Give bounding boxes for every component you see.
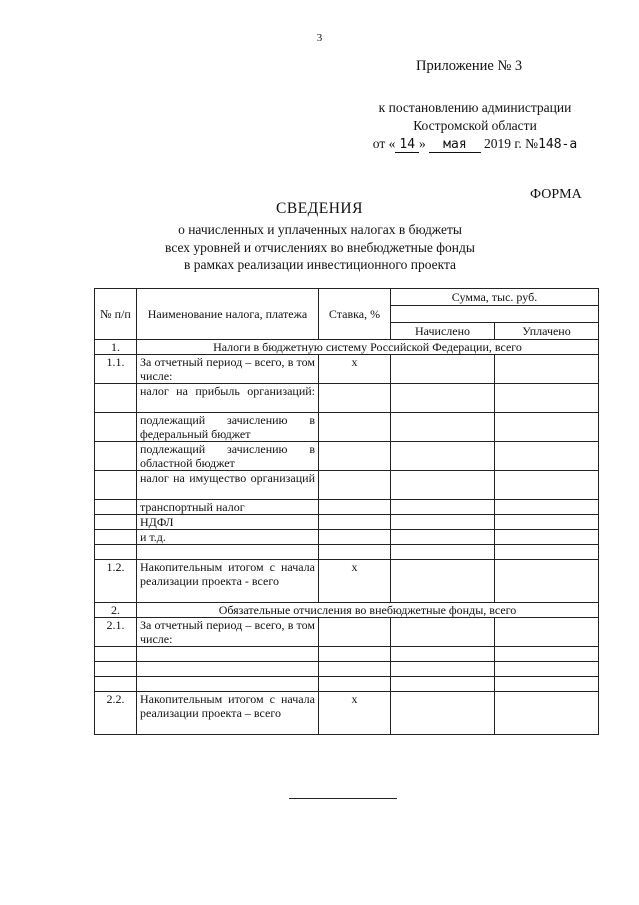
cell-accrued [391, 618, 495, 647]
row-1-2-rate: х [319, 560, 391, 603]
cell-paid [495, 442, 599, 471]
row-2-2-rate: х [319, 692, 391, 735]
cell-paid [495, 384, 599, 413]
cell-accrued [391, 692, 495, 735]
table-row [95, 384, 599, 413]
row-1-1-num: 1.1. [95, 355, 137, 384]
approval-day: 14 [395, 137, 419, 153]
document-subtitle [120, 221, 520, 274]
cell-paid [495, 515, 599, 530]
table-row [95, 355, 599, 384]
cell-accrued [391, 500, 495, 515]
approval-date-line [330, 135, 620, 154]
header-blank-cell [391, 306, 599, 323]
cell-rate [319, 442, 391, 471]
row-ndfl-name: НДФЛ [137, 515, 319, 530]
table-row [95, 442, 599, 471]
row-2-1-num: 2.1. [95, 618, 137, 647]
cell-paid [495, 413, 599, 442]
row-property-name: налог на имущество организаций [137, 471, 319, 500]
closing-rule [289, 798, 397, 799]
table-row-empty [95, 647, 599, 662]
cell-accrued [391, 384, 495, 413]
subtitle-line-1: о начисленных и уплаченных налогах в бюджеты [178, 222, 462, 237]
table-row-empty [95, 545, 599, 560]
header-accrued: Начислено [391, 323, 495, 340]
table-row [95, 500, 599, 515]
approval-mid: » [419, 136, 426, 151]
cell-paid [495, 471, 599, 500]
cell-rate [319, 515, 391, 530]
cell-rate [319, 500, 391, 515]
cell-num [95, 471, 137, 500]
tax-table [94, 288, 599, 735]
header-row-1 [95, 289, 599, 306]
cell-rate [319, 384, 391, 413]
row-1-1-name: За отчетный период – всего, в том числе: [137, 355, 319, 384]
row-regional-name: подлежащий зачислению в областной бюджет [137, 442, 319, 471]
table-row [95, 413, 599, 442]
cell-paid [495, 692, 599, 735]
cell-num [95, 442, 137, 471]
cell-rate [319, 618, 391, 647]
cell-paid [495, 500, 599, 515]
subtitle-line-3: в рамках реализации инвестиционного проекта [183, 257, 457, 272]
section-2-num: 2. [95, 603, 137, 618]
cell-paid [495, 618, 599, 647]
cell-rate [319, 530, 391, 545]
table-row [95, 692, 599, 735]
row-etc-name: и т.д. [137, 530, 319, 545]
table-row [95, 618, 599, 647]
approval-block [330, 99, 620, 154]
table-row-empty [95, 662, 599, 677]
row-2-2-name: Накопительным итогом с начала реализации проекта – всего [137, 692, 319, 735]
cell-num [95, 413, 137, 442]
cell-accrued [391, 442, 495, 471]
row-profit-name: налог на прибыль организаций: [137, 384, 319, 413]
header-num: № п/п [95, 289, 137, 340]
cell-accrued [391, 471, 495, 500]
row-federal-name: подлежащий зачислению в федеральный бюджет [137, 413, 319, 442]
approval-line-1: к постановлению администрации [378, 100, 572, 115]
document-title: СВЕДЕНИЯ [276, 200, 363, 217]
cell-accrued [391, 413, 495, 442]
row-2-2-num: 2.2. [95, 692, 137, 735]
cell-accrued [391, 515, 495, 530]
approval-number: 148-а [538, 137, 578, 152]
row-1-2-name: Накопительным итогом с начала реализации проекта - всего [137, 560, 319, 603]
cell-rate [319, 413, 391, 442]
row-1-1-rate: х [319, 355, 391, 384]
section-1-num: 1. [95, 340, 137, 355]
approval-prefix: от « [372, 136, 396, 151]
section-2-row [95, 603, 599, 618]
cell-paid [495, 530, 599, 545]
subtitle-line-2: всех уровней и отчислениях во внебюджетные фонды [165, 239, 475, 255]
section-2-title: Обязательные отчисления во внебюджетные фонды, всего [137, 603, 599, 618]
cell-paid [495, 355, 599, 384]
section-1-title: Налоги в бюджетную систему Российской Федерации, всего [137, 340, 599, 355]
cell-rate [319, 471, 391, 500]
cell-paid [495, 560, 599, 603]
cell-num [95, 530, 137, 545]
cell-accrued [391, 530, 495, 545]
table-row [95, 471, 599, 500]
approval-month: мая [429, 137, 480, 153]
table-row [95, 530, 599, 545]
header-name: Наименование налога, платежа [137, 289, 319, 340]
header-paid: Уплачено [495, 323, 599, 340]
cell-num [95, 384, 137, 413]
cell-num [95, 500, 137, 515]
header-sum: Сумма, тыс. руб. [391, 289, 599, 306]
header-rate: Ставка, % [319, 289, 391, 340]
approval-year: 2019 г. № [484, 136, 539, 151]
row-1-2-num: 1.2. [95, 560, 137, 603]
table-row [95, 560, 599, 603]
form-label: ФОРМА [530, 187, 582, 202]
row-2-1-name: За отчетный период – всего, в том числе: [137, 618, 319, 647]
cell-accrued [391, 560, 495, 603]
appendix-label: Приложение № 3 [416, 58, 523, 74]
cell-accrued [391, 355, 495, 384]
approval-line-2: Костромской области [413, 118, 537, 133]
row-transport-name: транспортный налог [137, 500, 319, 515]
cell-num [95, 515, 137, 530]
table-row [95, 515, 599, 530]
section-1-row [95, 340, 599, 355]
page-number: 3 [316, 32, 323, 44]
table-row-empty [95, 677, 599, 692]
